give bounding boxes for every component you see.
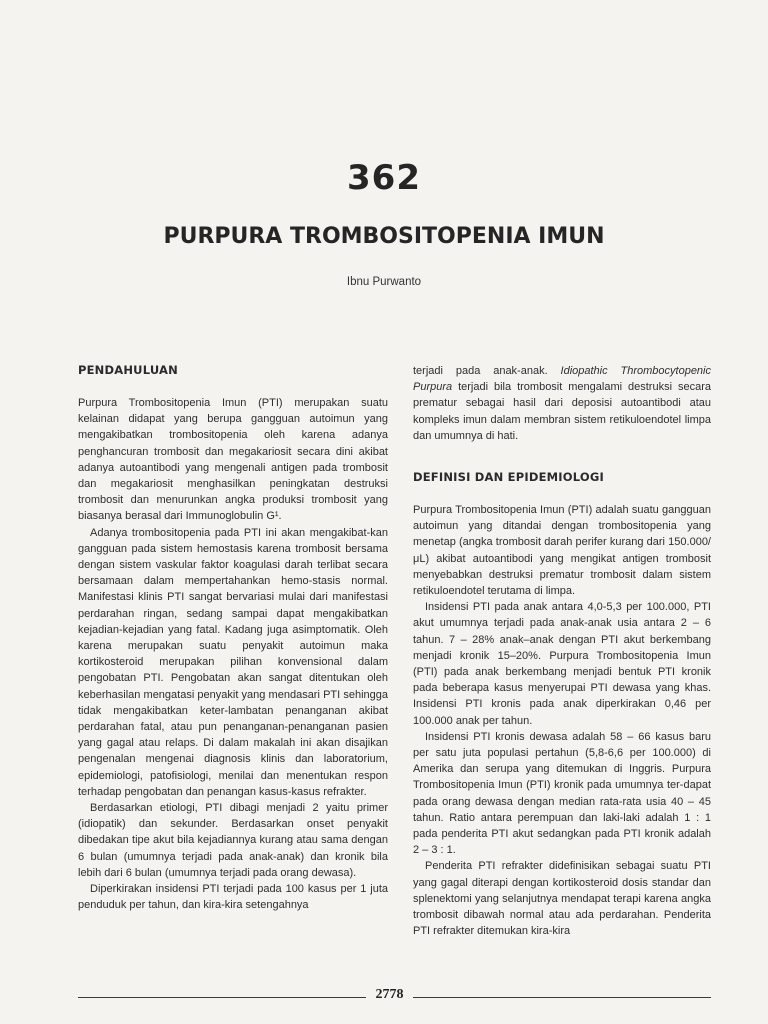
paragraph: Diperkirakan insidensi PTI terjadi pada 100 kasus per 1 juta penduduk per tahun, dan kira-kira setengahnya	[78, 883, 388, 912]
section-heading-definisi: DEFINISI DAN EPIDEMIOLOGI	[413, 470, 604, 485]
footer-rule-right	[413, 997, 711, 998]
paragraph: Insidensi PTI kronis dewasa adalah 58 – 66 kasus baru per satu juta populasi pertahun (5,8-6,6 per 100.000) di Amerika dan serupa yang ditemukan di Inggris. Purpura Trombositopenia Imun (PTI) kronik pada umumnya ter-dapat pada orang dewasa dengan median rata-rata usia 40 – 45 tahun. Ratio antara perempuan dan laki-laki adalah 1 : 1 pada penderita PTI akut sedangkan pada PTI kronik adalah 2 – 3 : 1.	[413, 730, 711, 857]
paragraph: Purpura Trombositopenia Imun (PTI) merupakan suatu kelainan didapat yang berupa gangguan autoimun yang mengakibatkan trombositopenia oleh karena adanya penghancuran trombosit dan megakariosit secara dini akibat adanya autoantibodi yang mengenali antigen pada trombosit dan megakariosit menghasilkan peningkatan destruksi trombosit dan menurunkan angka produksi trombosit yang biasanya berasal dari Immunoglobulin G¹.	[78, 397, 388, 523]
author-name: Ibnu Purwanto	[346, 276, 422, 288]
paragraph-continued	[413, 363, 711, 444]
footer-rule-left	[78, 997, 366, 998]
paragraph: Adanya trombositopenia pada PTI ini akan mengakibat-kan gangguan pada sistem hemostasis karena trombosit bersama dengan sistem vaskular faktor koagulasi darah terlibat secara bersamaan dalam mempertahankan hemo-stasis normal. Manifestasi klinis PTI sangat bervariasi mulai dari manifestasi perdarahan ringan, sedang sampai dapat mengakibatkan kejadian-kejadian yang fatal. Kadang juga asimptomatik. Oleh karena merupakan suatu penyakit autoimun maka kortikosteroid merupakan pilihan konvensional dalam pengobatan PTI. Pengobatan akan sangat ditentukan oleh keberhasilan mengatasi penyakit yang mendasari PTI sehingga tidak mengakibatkan keter-lambatan penanganan akibat perdarahan fatal, atau pun penanganan-penanganan pasien yang gagal atau relaps. Di dalam makalah ini akan disajikan pengenalan mengenai diagnosis klinis dan laboratorium, epidemiologi, patofisiologi, menilai dan menentukan respon terhadap pengobatan dan penangan kasus-kasus refrakter.	[78, 526, 388, 798]
left-column	[78, 363, 388, 914]
page-number: 2778	[375, 987, 404, 1002]
paragraph: Purpura Trombositopenia Imun (PTI) adalah suatu gangguan autoimun yang ditandai dengan trombositopenia yang menetap (angka trombosit darah perifer kurang dari 150.000/μL) akibat autoantibodi yang mengikat antigen trombosit menyebabkan destruksi prematur trombosit dalam sistem retikuloendotel terutama di limpa.	[413, 504, 711, 598]
right-column	[413, 363, 711, 940]
paragraph: Berdasarkan etiologi, PTI dibagi menjadi 2 yaitu primer (idiopatik) dan sekunder. Berdasarkan onset penyakit dibedakan tipe akut bila kejadiannya kurang atau sama dengan 6 bulan (umumnya terjadi pada anak-anak) dan kronik bila lebih dari 6 bulan (umumnya terjadi pada orang dewasa).	[78, 802, 388, 879]
chapter-number: 362	[347, 158, 421, 198]
italic-term: Idiopathic Thrombocytopenic Purpura	[413, 365, 711, 394]
text-run: terjadi bila trombosit mengalami destruksi secara prematur sebagai hasil dari deposisi autoantibodi atau kompleks imun dalam membran sistem retikuloendotel limpa dan umumnya di hati.	[413, 381, 711, 442]
paragraph: Insidensi PTI pada anak antara 4,0-5,3 per 100.000, PTI akut umumnya terjadi pada anak-anak usia antara 2 – 6 tahun. 7 – 28% anak–anak dengan PTI akut berkembang menjadi kronik 15–20%. Purpura Trombositopenia Imun (PTI) pada anak berkembang menjadi bentuk PTI kronik pada beberapa kasus menyerupai PTI dewasa yang khas. Insidensi PTI kronis pada anak diperkirakan 0,46 per 100.000 anak per tahun.	[413, 601, 711, 727]
paragraph: Penderita PTI refrakter didefinisikan sebagai suatu PTI yang gagal diterapi dengan kortikosteroid dosis standar dan splenektomi yang selanjutnya mendapat terapi karena angka trombosit dibawah normal atau ada perdarahan. Penderita PTI refrakter ditemukan kira-kira	[413, 860, 711, 938]
text-run: terjadi pada anak-anak.	[413, 365, 561, 377]
chapter-title: PURPURA TROMBOSITOPENIA IMUN	[163, 224, 605, 249]
section-heading-pendahuluan: PENDAHULUAN	[78, 363, 178, 377]
